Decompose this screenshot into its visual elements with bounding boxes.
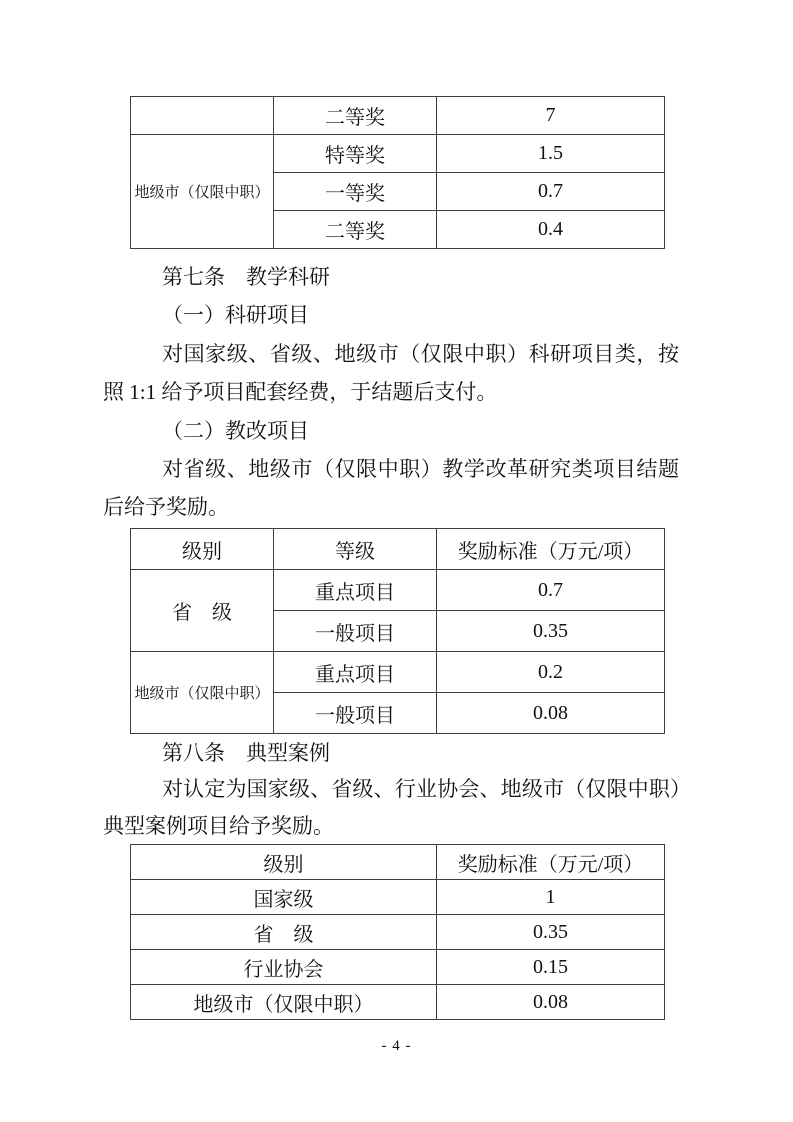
article-8-body: 对认定为国家级、省级、行业协会、地级市（仅限中职）典型案例项目给予奖励。 [103,777,691,838]
article-7-sub2-heading: （二）教改项目 [162,418,309,443]
award-table-continued [130,96,665,249]
value-cell: 1.5 [437,135,665,173]
table-header-row [131,529,665,570]
grade-cell: 特等奖 [274,135,437,173]
table-row [131,135,665,173]
level-cell: 省 级 [131,915,437,950]
value-cell: 0.35 [437,611,665,652]
table-row [131,652,665,693]
value-cell: 0.7 [437,173,665,211]
empty-level-cell [131,97,274,135]
grade-cell: 一般项目 [274,693,437,734]
grade-cell: 重点项目 [274,652,437,693]
article-7-sub1-heading: （一）科研项目 [162,303,309,328]
value-cell: 0.15 [437,950,665,985]
table-row [131,950,665,985]
level-cell: 省 级 [131,570,274,652]
table-row [131,97,665,135]
header-standard: 奖励标准（万元/项） [437,845,665,880]
level-cell: 地级市（仅限中职） [131,135,274,249]
value-cell: 0.35 [437,915,665,950]
header-grade: 等级 [274,529,437,570]
article-8-heading: 第八条 典型案例 [162,741,330,765]
article-7-section [103,248,679,527]
value-cell: 0.08 [437,985,665,1020]
page-number: - 4 - [381,1038,412,1054]
value-cell: 0.4 [437,211,665,249]
value-cell: 7 [437,97,665,135]
case-reward-table [130,844,665,1020]
level-cell: 行业协会 [131,950,437,985]
grade-cell: 重点项目 [274,570,437,611]
value-cell: 0.2 [437,652,665,693]
value-cell: 0.7 [437,570,665,611]
level-cell: 地级市（仅限中职） [131,985,437,1020]
header-level: 级别 [131,845,437,880]
header-level: 级别 [131,529,274,570]
level-cell: 地级市（仅限中职） [131,652,274,734]
table-row [131,880,665,915]
article-7-heading: 第七条 教学科研 [162,265,330,289]
project-reward-table [130,528,665,734]
table-row [131,985,665,1020]
article-8-section [103,735,691,844]
article-7-sub1-body: 对国家级、省级、地级市（仅限中职）科研项目类，按照 1:1 给予项目配套经费，于结题后支付。 [103,341,679,405]
header-standard: 奖励标准（万元/项） [437,529,665,570]
value-cell: 0.08 [437,693,665,734]
grade-cell: 二等奖 [274,211,437,249]
grade-cell: 一等奖 [274,173,437,211]
table-row [131,915,665,950]
table-header-row [131,845,665,880]
value-cell: 1 [437,880,665,915]
article-7-sub2-body: 对省级、地级市（仅限中职）教学改革研究类项目结题后给予奖励。 [103,457,679,520]
grade-cell: 二等奖 [274,97,437,135]
table-row [131,570,665,611]
level-cell: 国家级 [131,880,437,915]
grade-cell: 一般项目 [274,611,437,652]
